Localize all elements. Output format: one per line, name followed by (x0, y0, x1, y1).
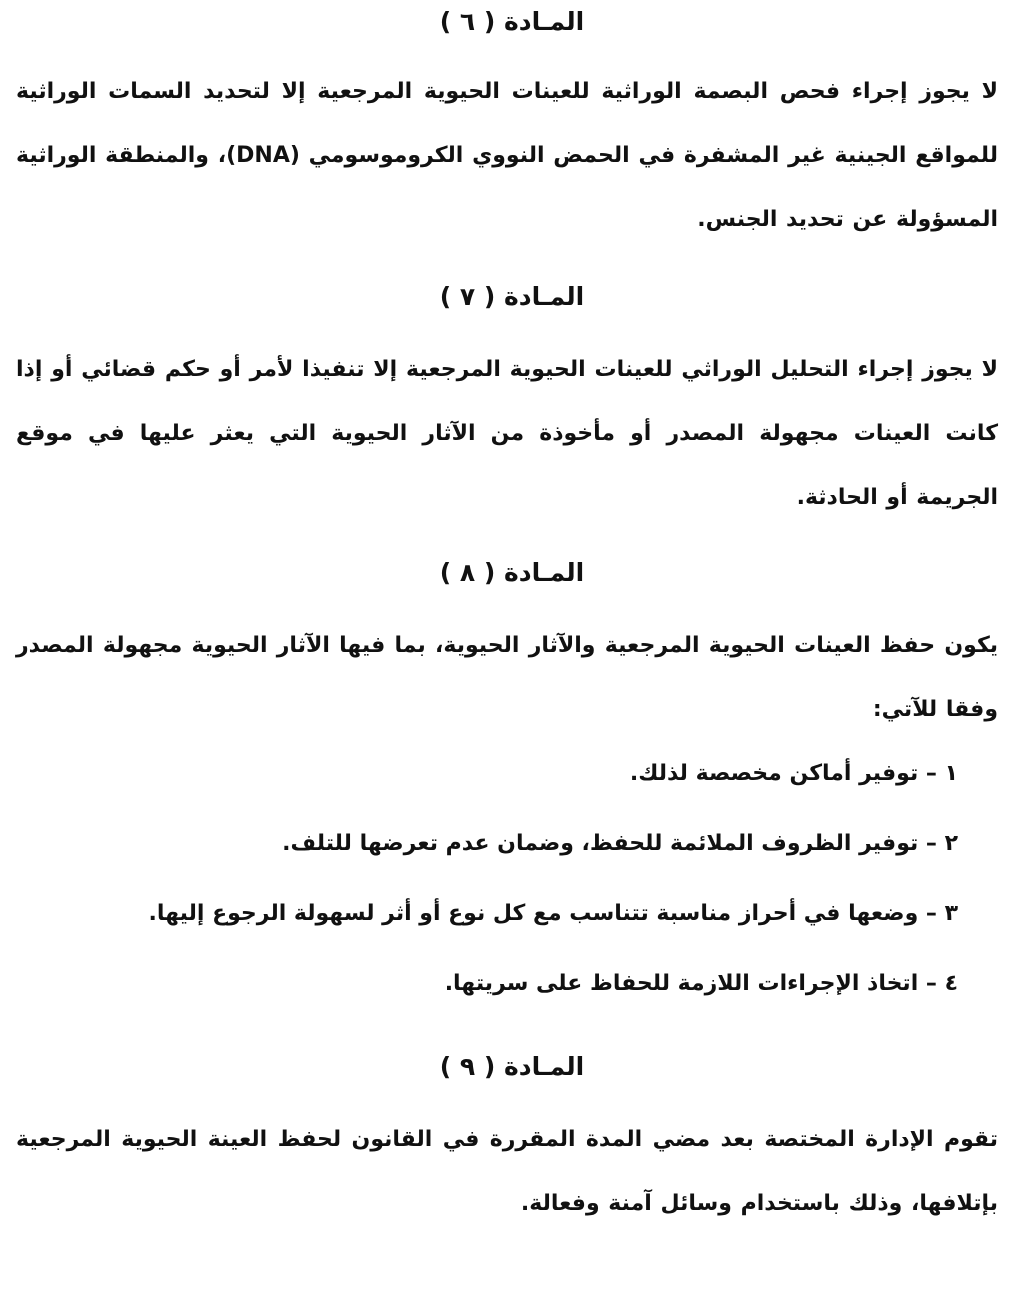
article-6-heading: المـادة ( ٦ ) (439, 7, 585, 36)
article-6-text: لا يجوز إجراء فحص البصمة الوراثية للعينات الحيوية المرجعية إلا لتحديد السمات الوراثية للمواقع الجينية غير المشفرة في الحمض النووي الكروموسومي (DNA)، والمنطقة الوراثية المسؤولة عن تحديد الجنس. (16, 79, 998, 232)
article-8-text: يكون حفظ العينات الحيوية المرجعية والآثار الحيوية، بما فيها الآثار الحيوية مجهولة المصدر وفقا للآتي: (16, 633, 998, 722)
article-8-item-1: ١ – توفير أماكن مخصصة لذلك. (629, 761, 958, 786)
article-7-heading: المـادة ( ٧ ) (439, 282, 585, 311)
article-9-text: تقوم الإدارة المختصة بعد مضي المدة المقررة في القانون لحفظ العينة الحيوية المرجعية بإتلافها، وذلك باستخدام وسائل آمنة وفعالة. (16, 1127, 998, 1216)
article-8-item-2: ٢ – توفير الظروف الملائمة للحفظ، وضمان عدم تعرضها للتلف. (282, 831, 958, 856)
article-8-item-4: ٤ – اتخاذ الإجراءات اللازمة للحفاظ على سريتها. (444, 971, 958, 996)
article-9-heading: المـادة ( ٩ ) (439, 1052, 585, 1081)
article-7-text: لا يجوز إجراء التحليل الوراثي للعينات الحيوية المرجعية إلا تنفيذا لأمر أو حكم قضائي أو إذا كانت العينات مجهولة المصدر أو مأخوذة من الآثار الحيوية التي يعثر عليها في موقع الجريمة أو الحادثة. (16, 357, 998, 510)
article-8-item-3: ٣ – وضعها في أحراز مناسبة تتناسب مع كل نوع أو أثر لسهولة الرجوع إليها. (148, 901, 958, 926)
article-8-heading: المـادة ( ٨ ) (439, 558, 585, 587)
